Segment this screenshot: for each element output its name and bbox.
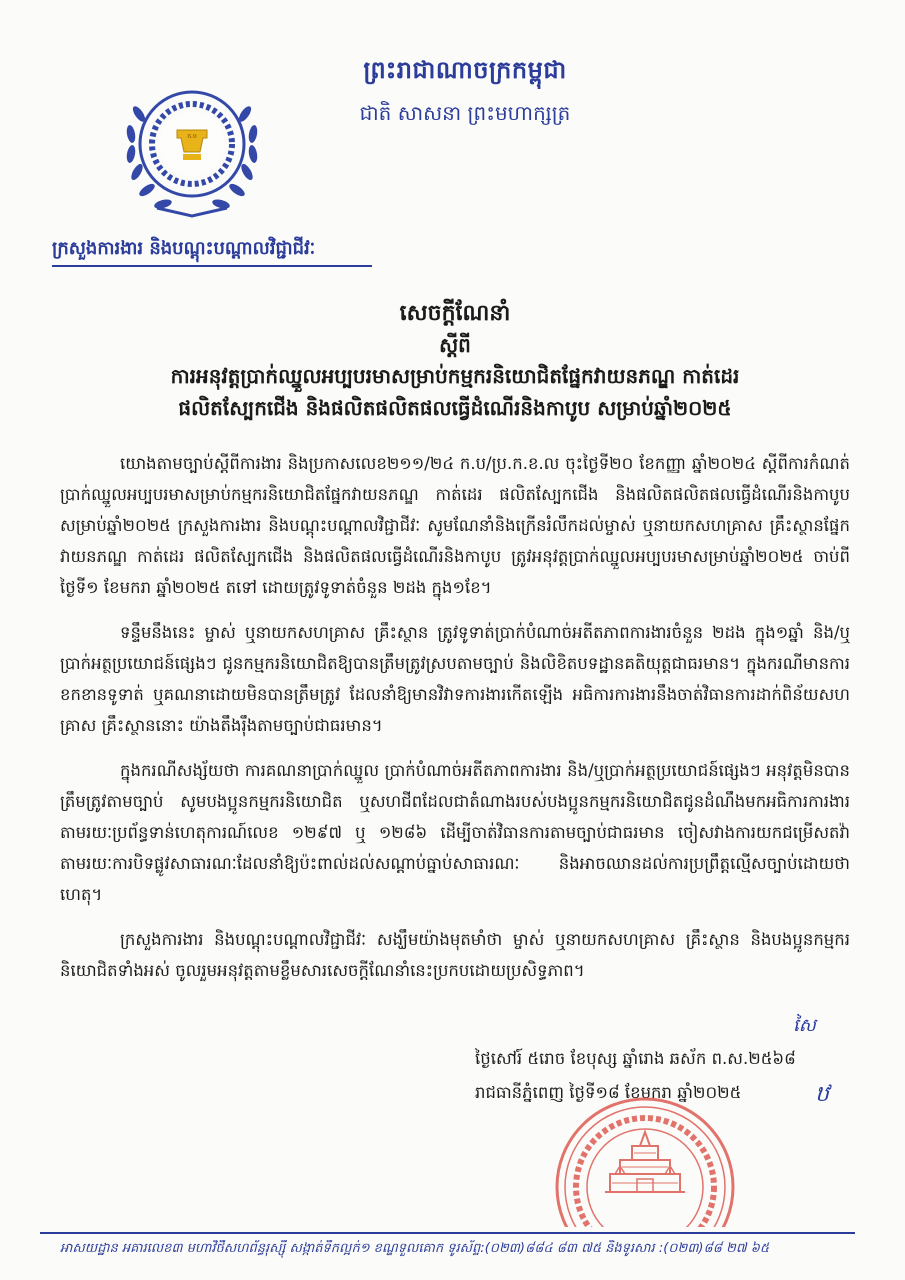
official-stamp <box>540 1097 750 1227</box>
body-paragraph-1: យោងតាមច្បាប់ស្តីពីការងារ និងប្រកាសលេខ២១១/២៤ ក.ប/ប្រ.ក.ខ.ល ចុះថ្ងៃទី២០ ខែកញ្ញា ឆ្នាំ២០២៤ ស្តីពីការកំណត់ប្រាក់ឈ្នួលអប្បបរមាសម្រាប់កម្មករនិយោជិតផ្នែកវាយនភណ្ឌ កាត់ដេរ ផលិតស្បែកជើង និងផលិតផលិតផលធ្វើដំណើរនិងកាបូប សម្រាប់ឆ្នាំ២០២៥ ក្រសួងការងារ និងបណ្តុះបណ្តាលវិជ្ជាជីវៈ សូមណែនាំនិងក្រើនរំលឹកដល់ម្ចាស់ ឬនាយកសហគ្រាស គ្រឹះស្ថានផ្នែកវាយនភណ្ឌ កាត់ដេរ ផលិតស្បែកជើង និងផលិតផលធ្វើដំណើរនិងកាបូប ត្រូវអនុវត្តប្រាក់ឈ្នួលអប្បបរមាសម្រាប់ឆ្នាំ២០២៥ ចាប់ពីថ្ងៃទី១ ខែមករា ឆ្នាំ២០២៥ តទៅ ដោយត្រូវទូទាត់ចំនួន ២ដង ក្នុង១ខែ។ <box>60 454 850 597</box>
kingdom-title: ព្រះរាជាណាចក្រកម្ពុជា <box>363 56 567 84</box>
handwritten-initial-1: សៃ <box>793 1015 816 1036</box>
body-paragraph-3: ក្នុងករណីសង្ស័យថា ការគណនាប្រាក់ឈ្នួល ប្រាក់បំណាច់អតីតភាពការងារ និង/ឬប្រាក់អត្ថប្រយោជន៍ផ្សេងៗ អនុវត្តមិនបានត្រឹមត្រូវតាមច្បាប់ សូមបងប្អូនកម្មករនិយោជិត ឬសហជីពដែលជាតំណាងរបស់បងប្អូនកម្មករនិយោជិតជូនដំណឹងមកអធិការការងារ តាមរយៈប្រព័ន្ធទាន់ហេតុការណ៍លេខ ១២៩៧ ឬ ១២៨៦ ដើម្បីចាត់វិធានការតាមច្បាប់ជាធរមាន ចៀសវាងការយកជម្រើសតវ៉ាតាមរយៈការបិទផ្លូវសាធារណៈដែលនាំឱ្យប៉ះពាល់ដល់សណ្តាប់ធ្នាប់សាធារណៈ និងអាចឈានដល់ការប្រព្រឹត្តល្មើសច្បាប់ដោយថាហេតុ។ <box>60 761 850 904</box>
title-subject-line1: ការអនុវត្តប្រាក់ឈ្នួលអប្បបរមាសម្រាប់កម្មករនិយោជិតផ្នែកវាយនភណ្ឌ កាត់ដេរ <box>170 364 740 388</box>
document-type: សេចក្តីណែនាំ <box>399 301 511 326</box>
place-and-date: រាជធានីភ្នំពេញ ថ្ងៃទី១៨ ខែមករា ឆ្នាំ២០២៥ <box>475 1083 742 1102</box>
body-paragraph-4: ក្រសួងការងារ និងបណ្តុះបណ្តាលវិជ្ជាជីវៈ សង្ឃឹមយ៉ាងមុតមាំថា ម្ចាស់ ឬនាយកសហគ្រាស គ្រឹះស្ថាន និងបងប្អូនកម្មករនិយោជិតទាំងអស់ ចូលរួមអនុវត្តតាមខ្លឹមសារសេចក្តីណែនាំនេះប្រកបដោយប្រសិទ្ធភាព។ <box>60 930 850 980</box>
svg-text:ក.ប: ក.ប <box>187 133 197 140</box>
footer-divider <box>40 1232 855 1234</box>
title-subject-line2: ផលិតស្បែកជើង និងផលិតផលិតផលធ្វើដំណើរនិងកាបូប សម្រាប់ឆ្នាំ២០២៥ <box>178 396 732 420</box>
title-about: ស្តីពី <box>439 333 471 357</box>
body-paragraph-2: ទន្ទឹមនឹងនេះ ម្ចាស់ ឬនាយកសហគ្រាស គ្រឹះស្ថាន ត្រូវទូទាត់ប្រាក់បំណាច់អតីតភាពការងារចំនួន ២ដង ក្នុង១ឆ្នាំ និង/ឬប្រាក់អត្ថប្រយោជន៍ផ្សេងៗ ជូនកម្មករនិយោជិតឱ្យបានត្រឹមត្រូវស្របតាមច្បាប់ និងលិខិតបទដ្ឋានគតិយុត្តជាធរមាន។ ក្នុងករណីមានការខកខានទូទាត់ ឬគណនាដោយមិនបានត្រឹមត្រូវ ដែលនាំឱ្យមានវិវាទការងារកើតឡើង អធិការការងារនឹងចាត់វិធានការដាក់ពិន័យសហគ្រាស គ្រឹះស្ថាននោះ យ៉ាងតឹងរ៉ឹងតាមច្បាប់ជាធរមាន។ <box>60 623 850 735</box>
document-title-block <box>60 298 850 424</box>
footer-address: អាសយដ្ឋាន អគារលេខ៣ មហាវិថីសហព័ន្ធរុស្ស៊ី សង្កាត់ទឹកល្អក់១ ខណ្ឌទួលគោក ទូរស័ព្ទ:(០២៣)៨៨៤ ៨៣ ៧៥ និងទូរសារ :(០២៣)៨៨ ២៧ ៦៥ <box>60 1241 770 1256</box>
ministry-name: ក្រសួងការងារ និងបណ្តុះបណ្តាលវិជ្ជាជីវៈ <box>52 236 372 267</box>
document-body <box>60 448 850 1000</box>
lunar-date: ថ្ងៃសៅរ៍ ៥រោច ខែបុស្ស ឆ្នាំរោង ឆស័ក ព.ស.២៥៦៨ <box>475 1049 796 1068</box>
handwritten-initial-2: ឋ <box>815 1082 829 1107</box>
national-motto: ជាតិ សាសនា ព្រះមហាក្សត្រ <box>359 101 571 125</box>
kingdom-heading <box>300 55 630 130</box>
ministry-seal-logo <box>117 72 267 222</box>
